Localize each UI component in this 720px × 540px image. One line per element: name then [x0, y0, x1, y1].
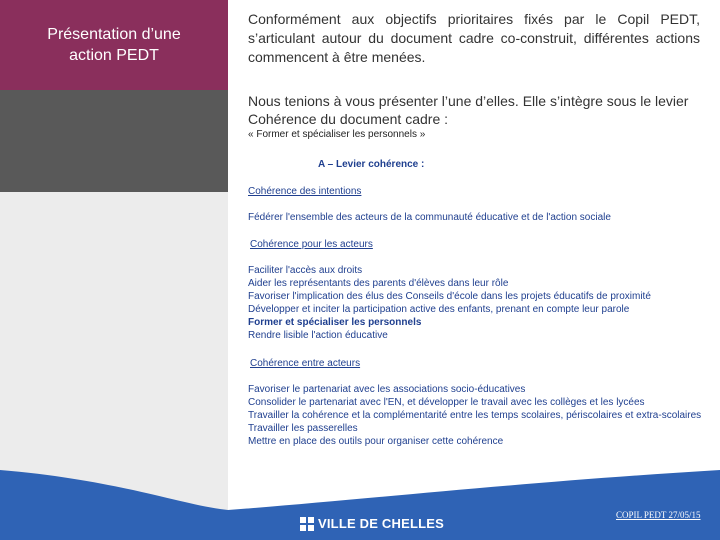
list-item: Favoriser l'implication des élus des Conseils d'école dans les projets éducatifs de proximité: [248, 291, 651, 302]
ville-de-chelles-logo: [300, 516, 444, 531]
list-item: Travailler la cohérence et la complémentarité entre les temps scolaires, périscolaires et extra-scolaires: [248, 410, 702, 421]
title-box: [0, 0, 228, 90]
list-item: Aider les représentants des parents d'élèves dans leur rôle: [248, 278, 509, 289]
list-item: Rendre lisible l'action éducative: [248, 330, 388, 341]
intro-paragraph: Conformément aux objectifs prioritaires fixés par le Copil PEDT, s’articulant autour du document cadre co-construit, différentes actions commencent à être menées.: [248, 11, 700, 65]
list-item-highlighted: Former et spécialiser les personnels: [248, 317, 422, 328]
intro-paragraph-2: Nous tenions à vous présenter l’une d’elles. Elle s’intègre sous le levier Cohérence du document cadre :: [248, 93, 689, 127]
list-item: Développer et inciter la participation active des enfants, prenant en compte leur parole: [248, 304, 630, 315]
list-item: Favoriser le partenariat avec les associations socio-éducatives: [248, 384, 526, 395]
list-item: Fédérer l'ensemble des acteurs de la communauté éducative et de l'action sociale: [248, 212, 611, 223]
copil-date: COPIL PEDT 27/05/15: [616, 510, 701, 520]
section-pour-acteurs: [248, 238, 651, 342]
section-intentions: [248, 185, 611, 224]
section-title: Cohérence des intentions: [248, 186, 362, 197]
grey-block: [0, 90, 228, 192]
list-item: Faciliter l'accès aux droits: [248, 265, 363, 276]
logo-text: VILLE DE CHELLES: [318, 516, 444, 531]
list-item: Travailler les passerelles: [248, 423, 358, 434]
slide-title: Présentation d’une action PEDT: [47, 26, 181, 64]
section-entre-acteurs: [248, 357, 708, 448]
levier-title: A – Levier cohérence :: [318, 159, 425, 170]
list-item: Consolider le partenariat avec l'EN, et développer le travail avec les collèges et les lycées: [248, 397, 645, 408]
quote-text: « Former et spécialiser les personnels »: [248, 129, 426, 140]
logo-icon: [300, 517, 314, 531]
section-title: Cohérence entre acteurs: [250, 358, 361, 369]
section-title: Cohérence pour les acteurs: [250, 239, 373, 250]
list-item: Mettre en place des outils pour organiser cette cohérence: [248, 436, 504, 447]
